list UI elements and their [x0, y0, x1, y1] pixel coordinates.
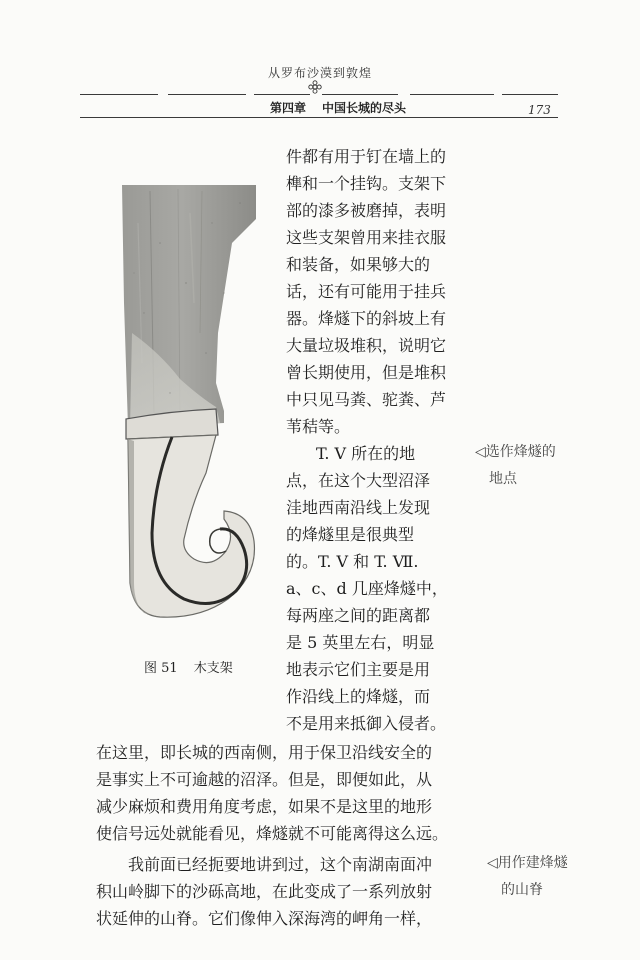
- text-line: 苇秸等。: [286, 417, 351, 436]
- text-line: 器。烽燧下的斜坡上有: [286, 309, 447, 328]
- text-line: 积山岭脚下的沙砾高地，在此变成了一系列放射: [96, 882, 433, 901]
- text-line: a、c、d 几座烽燧中，: [286, 579, 448, 598]
- margin-note: [487, 851, 568, 875]
- text-line: 地表示它们主要是用: [286, 660, 431, 679]
- chapter-number: 第四章: [270, 101, 307, 115]
- text-line: 曾长期使用，但是堆积: [286, 363, 447, 382]
- text-line: T. V 所在的地: [316, 444, 416, 463]
- figure-caption: [144, 657, 233, 676]
- header-rule-segment: [168, 94, 246, 95]
- running-header-chapter: [270, 99, 406, 116]
- text-line: 是事实上不可逾越的沼泽。但是，即便如此，从: [96, 770, 433, 789]
- header-rule-segment: [322, 94, 398, 95]
- text-line: 中只见马粪、驼粪、芦: [286, 390, 447, 409]
- text-line: 不是用来抵御入侵者。: [286, 714, 447, 733]
- triangle-left-icon: ◁: [475, 444, 486, 460]
- header-rule-segment: [410, 94, 494, 95]
- text-line: 件都有用于钉在墙上的: [286, 147, 447, 166]
- text-line: 减少麻烦和费用角度考虑，如果不是这里的地形: [96, 797, 433, 816]
- header-rule-segment: [80, 94, 158, 95]
- text-line: 点，在这个大型沼泽: [286, 471, 431, 490]
- text-line: 大量垃圾堆积，说明它: [286, 336, 447, 355]
- header-rule-segment: [254, 94, 310, 95]
- margin-note: 地点: [489, 471, 517, 487]
- header-underline: [80, 117, 558, 118]
- margin-note-text: 选作烽燧的: [485, 444, 556, 460]
- text-line: 作沿线上的烽燧，而: [286, 687, 431, 706]
- chapter-title: 中国长城的尽头: [322, 101, 407, 115]
- text-line: 的烽燧里是很典型: [286, 525, 415, 544]
- text-line: 每两座之间的距离都: [286, 606, 431, 625]
- figure-caption-text: 木支架: [193, 661, 233, 676]
- margin-note-text: 用作建烽燧: [497, 855, 568, 871]
- wooden-bracket-illustration-icon: [120, 183, 258, 623]
- text-line: 这些支架曾用来挂衣服: [286, 228, 447, 247]
- text-line: 和装备，如果够大的: [286, 255, 431, 274]
- text-line: 洼地西南沿线上发现: [286, 498, 431, 517]
- text-line: 部的漆多被磨掉，表明: [286, 201, 447, 220]
- text-line: 在这里，即长城的西南侧，用于保卫沿线安全的: [96, 743, 433, 762]
- triangle-left-icon: ◁: [487, 855, 498, 871]
- header-rule-segment: [502, 94, 558, 95]
- text-line: 的。T. V 和 T. Ⅶ.: [286, 552, 419, 571]
- text-line: 榫和一个挂钩。支架下: [286, 174, 447, 193]
- text-line: 话，还有可能用于挂兵: [286, 282, 447, 301]
- flower-ornament-icon: [308, 80, 322, 94]
- page-number: 173: [528, 103, 551, 117]
- text-line: 我前面已经扼要地讲到过，这个南湖南面冲: [128, 855, 433, 874]
- text-line: 是 5 英里左右，明显: [286, 633, 435, 652]
- margin-note: [475, 440, 556, 464]
- text-line: 状延伸的山脊。它们像伸入深海湾的岬角一样，: [96, 909, 433, 928]
- figure-number: 图 51: [144, 661, 178, 676]
- running-header-book-title: 从罗布沙漠到敦煌: [267, 66, 372, 80]
- text-line: 使信号远处就能看见，烽燧就不可能离得这么远。: [96, 824, 449, 843]
- margin-note: 的山脊: [501, 882, 543, 898]
